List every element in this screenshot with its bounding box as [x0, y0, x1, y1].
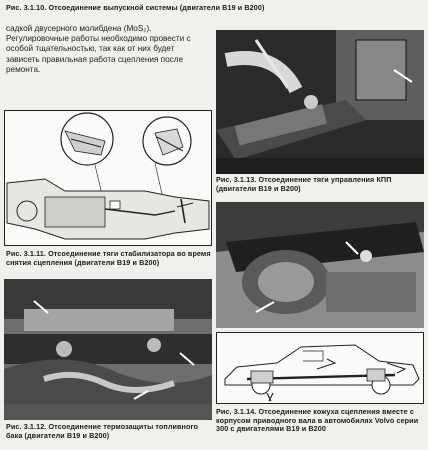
figure-3-1-14-drawing: [216, 332, 424, 404]
figure-3-1-13-photo: [216, 30, 424, 174]
stabilizer-rod-drawing: [5, 111, 211, 245]
clutch-housing-photo: [216, 202, 424, 328]
figure-caption-3-1-12: Рис. 3.1.12. Отсоединение термозащиты топливного бака (двигатели B19 и B200): [6, 422, 198, 440]
body-paragraph: садкой двусерного молибдена (MoS₂). Регулировочные работы необходимо провести с особой тщательностью, так как от них будет зависеть правильная работа сцепления после ремонта.: [6, 24, 191, 74]
figure-caption-3-1-11: Рис. 3.1.11. Отсоединение тяги стабилизатора во время снятия сцепления (двигатели B19 и B200): [6, 249, 211, 267]
figure-3-1-11-drawing: [4, 110, 212, 246]
figure-3-1-12-photo: [4, 279, 212, 420]
figure-caption-3-1-10: Рис. 3.1.10. Отсоединение выпускной системы (двигатели B19 и B200): [6, 3, 265, 12]
figure-caption-3-1-13: Рис. 3.1.13. Отсоединение тяги управления КПП (двигатели B19 и B200): [216, 175, 392, 193]
figure-caption-3-1-14: Рис. 3.1.14. Отсоединение кожуха сцепления вместе с корпусом приводного вала в автомобилях Volvo серии 300 с двигателями B19 и B200: [216, 407, 419, 434]
gearbox-underside-photo: [216, 202, 424, 328]
car-side-outline-drawing: [217, 333, 423, 403]
gearshift-rod-photo: [216, 30, 424, 174]
fuel-tank-heatshield-photo: [4, 279, 212, 420]
